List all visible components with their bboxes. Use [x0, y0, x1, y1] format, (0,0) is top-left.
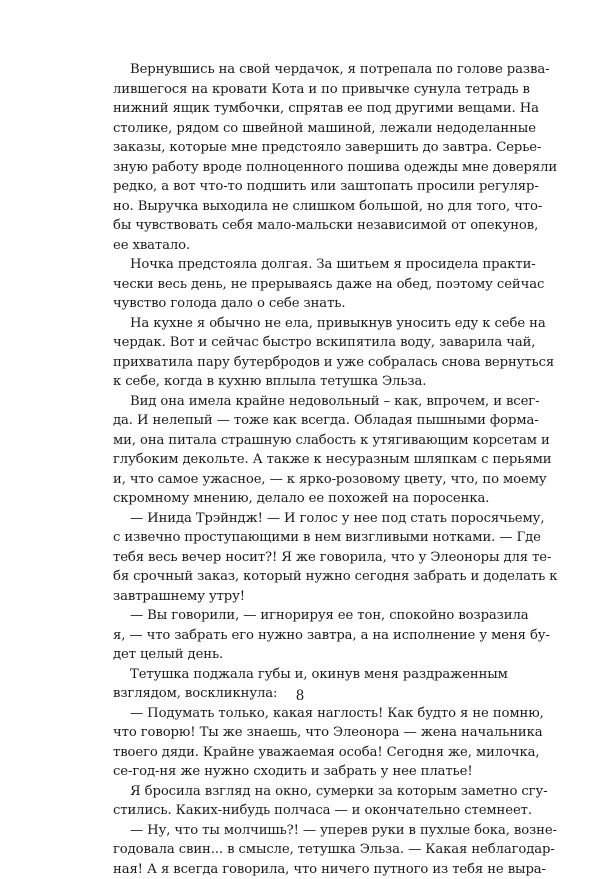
- text-line: редко, а вот что-то подшить или заштопать просили регуляр-: [113, 177, 488, 197]
- text-line: столике, рядом со швейной машиной, лежали недоделанные: [113, 119, 488, 139]
- text-line: к себе, когда в кухню вплыла тетушка Эльза.: [113, 372, 488, 392]
- text-line: — Инида Трэйндж! — И голос у нее под стать поросячьему,: [113, 509, 488, 529]
- text-line: бя срочный заказ, который нужно сегодня забрать и доделать к: [113, 567, 488, 587]
- text-line: что говорю! Ты же знаешь, что Элеонора — жена начальника: [113, 723, 488, 743]
- text-line: ми, она питала страшную слабость к утягивающим корсетам и: [113, 431, 488, 451]
- text-line: — Вы говорили, — игнорируя ее тон, спокойно возразила: [113, 606, 488, 626]
- text-line: твоего дяди. Крайне уважаемая особа! Сегодня же, милочка,: [113, 743, 488, 763]
- text-line: Ночка предстояла долгая. За шитьем я просидела практи-: [113, 255, 488, 275]
- text-line: нижний ящик тумбочки, спрятав ее под другими вещами. На: [113, 99, 488, 119]
- text-line: скромному мнению, делало ее похожей на поросенка.: [113, 489, 488, 509]
- text-line: ее хватало.: [113, 236, 488, 256]
- text-line: Я бросила взгляд на окно, сумерки за которым заметно сгу-: [113, 782, 488, 802]
- text-line: бы чувствовать себя мало-мальски независимой от опекунов,: [113, 216, 488, 236]
- text-line: годовала свин... в смысле, тетушка Эльза. — Какая неблагодар-: [113, 840, 488, 860]
- text-line: тебя весь вечер носит?! Я же говорила, что у Элеоноры для те-: [113, 548, 488, 568]
- text-line: но. Выручка выходила не слишком большой, но для того, что-: [113, 197, 488, 217]
- text-line: На кухне я обычно не ела, привыкнув уносить еду к себе на: [113, 314, 488, 334]
- page-number: 8: [0, 688, 600, 704]
- text-line: я, — что забрать его нужно завтра, а на исполнение у меня бу-: [113, 626, 488, 646]
- text-line: ная! А я всегда говорила, что ничего путного из тебя не выра-: [113, 860, 488, 879]
- body-text: [113, 60, 488, 879]
- text-line: заказы, которые мне предстояло завершить до завтра. Серье-: [113, 138, 488, 158]
- text-line: Вид она имела крайне недовольный – как, впрочем, и всег-: [113, 392, 488, 412]
- text-line: се-год-ня же нужно сходить и забрать у нее платье!: [113, 762, 488, 782]
- text-line: стились. Каких-нибудь полчаса — и окончательно стемнеет.: [113, 801, 488, 821]
- text-line: Тетушка поджала губы и, окинув меня раздраженным: [113, 665, 488, 685]
- text-line: с извечно проступающими в нем визгливыми нотками. — Где: [113, 528, 488, 548]
- text-line: чувство голода дало о себе знать.: [113, 294, 488, 314]
- text-line: — Ну, что ты молчишь?! — уперев руки в пухлые бока, возне-: [113, 821, 488, 841]
- text-line: чески весь день, не прерываясь даже на обед, поэтому сейчас: [113, 275, 488, 295]
- text-line: завтрашнему утру!: [113, 587, 488, 607]
- text-line: — Подумать только, какая наглость! Как будто я не помню,: [113, 704, 488, 724]
- text-line: взглядом, воскликнула:: [113, 684, 488, 704]
- text-line: зную работу вроде полноценного пошива одежды мне доверяли: [113, 158, 488, 178]
- text-line: Вернувшись на свой чердачок, я потрепала по голове разва-: [113, 60, 488, 80]
- text-line: лившегося на кровати Кота и по привычке сунула тетрадь в: [113, 80, 488, 100]
- text-line: дет целый день.: [113, 645, 488, 665]
- text-line: и, что самое ужасное, — к ярко-розовому цвету, что, по моему: [113, 470, 488, 490]
- text-line: да. И нелепый — тоже как всегда. Обладая пышными форма-: [113, 411, 488, 431]
- text-line: чердак. Вот и сейчас быстро вскипятила воду, заварила чай,: [113, 333, 488, 353]
- text-line: глубоким декольте. А также к несуразным шляпкам с перьями: [113, 450, 488, 470]
- text-line: прихватила пару бутербродов и уже собралась снова вернуться: [113, 353, 488, 373]
